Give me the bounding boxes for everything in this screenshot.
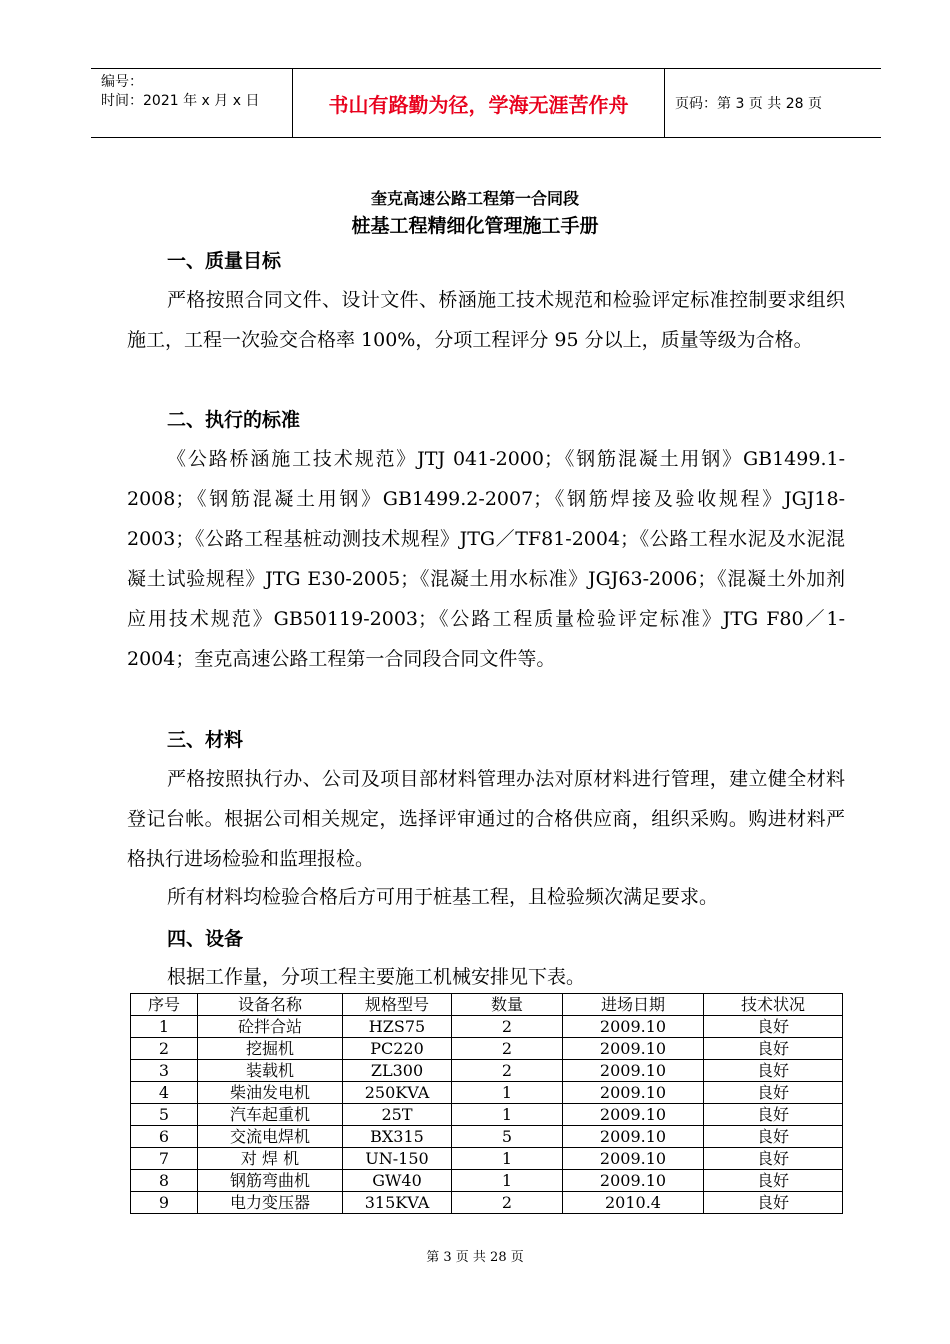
cell-name: 挖掘机: [198, 1038, 343, 1060]
equipment-table: [130, 993, 843, 1214]
cell-quantity: 1: [452, 1148, 563, 1170]
cell-name: 交流电焊机: [198, 1126, 343, 1148]
cell-condition: 良好: [704, 1060, 843, 1082]
table-row: [131, 1192, 843, 1214]
col-header-entry-date: 进场日期: [563, 994, 704, 1016]
cell-condition: 良好: [704, 1148, 843, 1170]
cell-model: PC220: [343, 1038, 452, 1060]
cell-model: ZL300: [343, 1060, 452, 1082]
cell-condition: 良好: [704, 1170, 843, 1192]
cell-name: 砼拌合站: [198, 1016, 343, 1038]
cell-index: 1: [131, 1016, 198, 1038]
col-header-quantity: 数量: [452, 994, 563, 1016]
document-subtitle: 奎克高速公路工程第一合同段: [370, 189, 579, 208]
cell-index: 6: [131, 1126, 198, 1148]
cell-entry-date: 2009.10: [563, 1104, 704, 1126]
section-heading-equipment: 四、设备: [167, 928, 244, 950]
table-row: [131, 1082, 843, 1104]
page-header: [91, 68, 881, 138]
table-row: [131, 1126, 843, 1148]
table-row: [131, 1148, 843, 1170]
cell-index: 2: [131, 1038, 198, 1060]
cell-model: 25T: [343, 1104, 452, 1126]
cell-model: UN-150: [343, 1148, 452, 1170]
table-row: [131, 1170, 843, 1192]
cell-name: 钢筋弯曲机: [198, 1170, 343, 1192]
cell-name: 装载机: [198, 1060, 343, 1082]
cell-quantity: 2: [452, 1038, 563, 1060]
cell-quantity: 1: [452, 1082, 563, 1104]
col-header-model: 规格型号: [343, 994, 452, 1016]
cell-index: 3: [131, 1060, 198, 1082]
cell-condition: 良好: [704, 1104, 843, 1126]
cell-name: 电力变压器: [198, 1192, 343, 1214]
section-heading-materials: 三、材料: [167, 729, 244, 751]
cell-index: 8: [131, 1170, 198, 1192]
cell-entry-date: 2009.10: [563, 1016, 704, 1038]
cell-condition: 良好: [704, 1038, 843, 1060]
table-header-row: [131, 994, 843, 1016]
cell-model: BX315: [343, 1126, 452, 1148]
cell-model: GW40: [343, 1170, 452, 1192]
cell-quantity: 2: [452, 1016, 563, 1038]
cell-quantity: 1: [452, 1170, 563, 1192]
table-row: [131, 1038, 843, 1060]
document-title: 桩基工程精细化管理施工手册: [351, 215, 599, 237]
section-heading-standards: 二、执行的标准: [167, 409, 301, 431]
page-footer: 第 3 页 共 28 页: [426, 1250, 524, 1265]
cell-condition: 良好: [704, 1082, 843, 1104]
cell-index: 7: [131, 1148, 198, 1170]
cell-entry-date: 2009.10: [563, 1060, 704, 1082]
cell-entry-date: 2010.4: [563, 1192, 704, 1214]
cell-model: 250KVA: [343, 1082, 452, 1104]
cell-index: 5: [131, 1104, 198, 1126]
header-number-label: 编号：: [101, 74, 143, 90]
cell-quantity: 5: [452, 1126, 563, 1148]
cell-quantity: 2: [452, 1192, 563, 1214]
cell-name: 汽车起重机: [198, 1104, 343, 1126]
cell-entry-date: 2009.10: [563, 1170, 704, 1192]
header-motto: 书山有路勤为径，学海无涯苦作舟: [293, 69, 665, 137]
paragraph-materials-1: 严格按照执行办、公司及项目部材料管理办法对原材料进行管理，建立健全材料登记台帐。根据公司相关规定，选择评审通过的合格供应商，组织采购。购进材料严格执行进场检验和监理报检。: [127, 768, 845, 870]
cell-entry-date: 2009.10: [563, 1038, 704, 1060]
section-heading-quality: 一、质量目标: [167, 250, 282, 272]
paragraph-equipment: 根据工作量，分项工程主要施工机械安排见下表。: [167, 966, 586, 988]
cell-entry-date: 2009.10: [563, 1082, 704, 1104]
header-meta: [91, 69, 293, 137]
col-header-name: 设备名称: [198, 994, 343, 1016]
cell-model: HZS75: [343, 1016, 452, 1038]
cell-name: 柴油发电机: [198, 1082, 343, 1104]
cell-index: 4: [131, 1082, 198, 1104]
cell-condition: 良好: [704, 1126, 843, 1148]
header-time-label: 时间：2021 年 x 月 x 日: [101, 93, 260, 109]
cell-condition: 良好: [704, 1016, 843, 1038]
cell-quantity: 2: [452, 1060, 563, 1082]
table-row: [131, 1016, 843, 1038]
paragraph-materials-2: 所有材料均检验合格后方可用于桩基工程，且检验频次满足要求。: [167, 886, 719, 908]
cell-condition: 良好: [704, 1192, 843, 1214]
cell-entry-date: 2009.10: [563, 1126, 704, 1148]
cell-model: 315KVA: [343, 1192, 452, 1214]
cell-entry-date: 2009.10: [563, 1148, 704, 1170]
header-page-info: 页码：第 3 页 共 28 页: [675, 96, 822, 112]
paragraph-quality: 严格按照合同文件、设计文件、桥涵施工技术规范和检验评定标准控制要求组织施工，工程一次验交合格率 100%，分项工程评分 95 分以上，质量等级为合格。: [127, 289, 845, 351]
table-row: [131, 1060, 843, 1082]
table-row: [131, 1104, 843, 1126]
paragraph-standards: 《公路桥涵施工技术规范》JTJ 041-2000；《钢筋混凝土用钢》GB1499.1-2008；《钢筋混凝土用钢》GB1499.2-2007；《钢筋焊接及验收规程》JGJ18-2003；《公路工程基桩动测技术规程》JTG／TF81-2004；《公路工程水泥及水泥混凝土试验规程》JTG E30-2005；《混凝土用水标准》JGJ63-2006；《混凝土外加剂应用技术规范》GB50119-2003；《公路工程质量检验评定标准》JTG F80／1-2004；奎克高速公路工程第一合同段合同文件等。: [127, 448, 845, 670]
col-header-index: 序号: [131, 994, 198, 1016]
col-header-condition: 技术状况: [704, 994, 843, 1016]
cell-index: 9: [131, 1192, 198, 1214]
cell-quantity: 1: [452, 1104, 563, 1126]
cell-name: 对 焊 机: [198, 1148, 343, 1170]
